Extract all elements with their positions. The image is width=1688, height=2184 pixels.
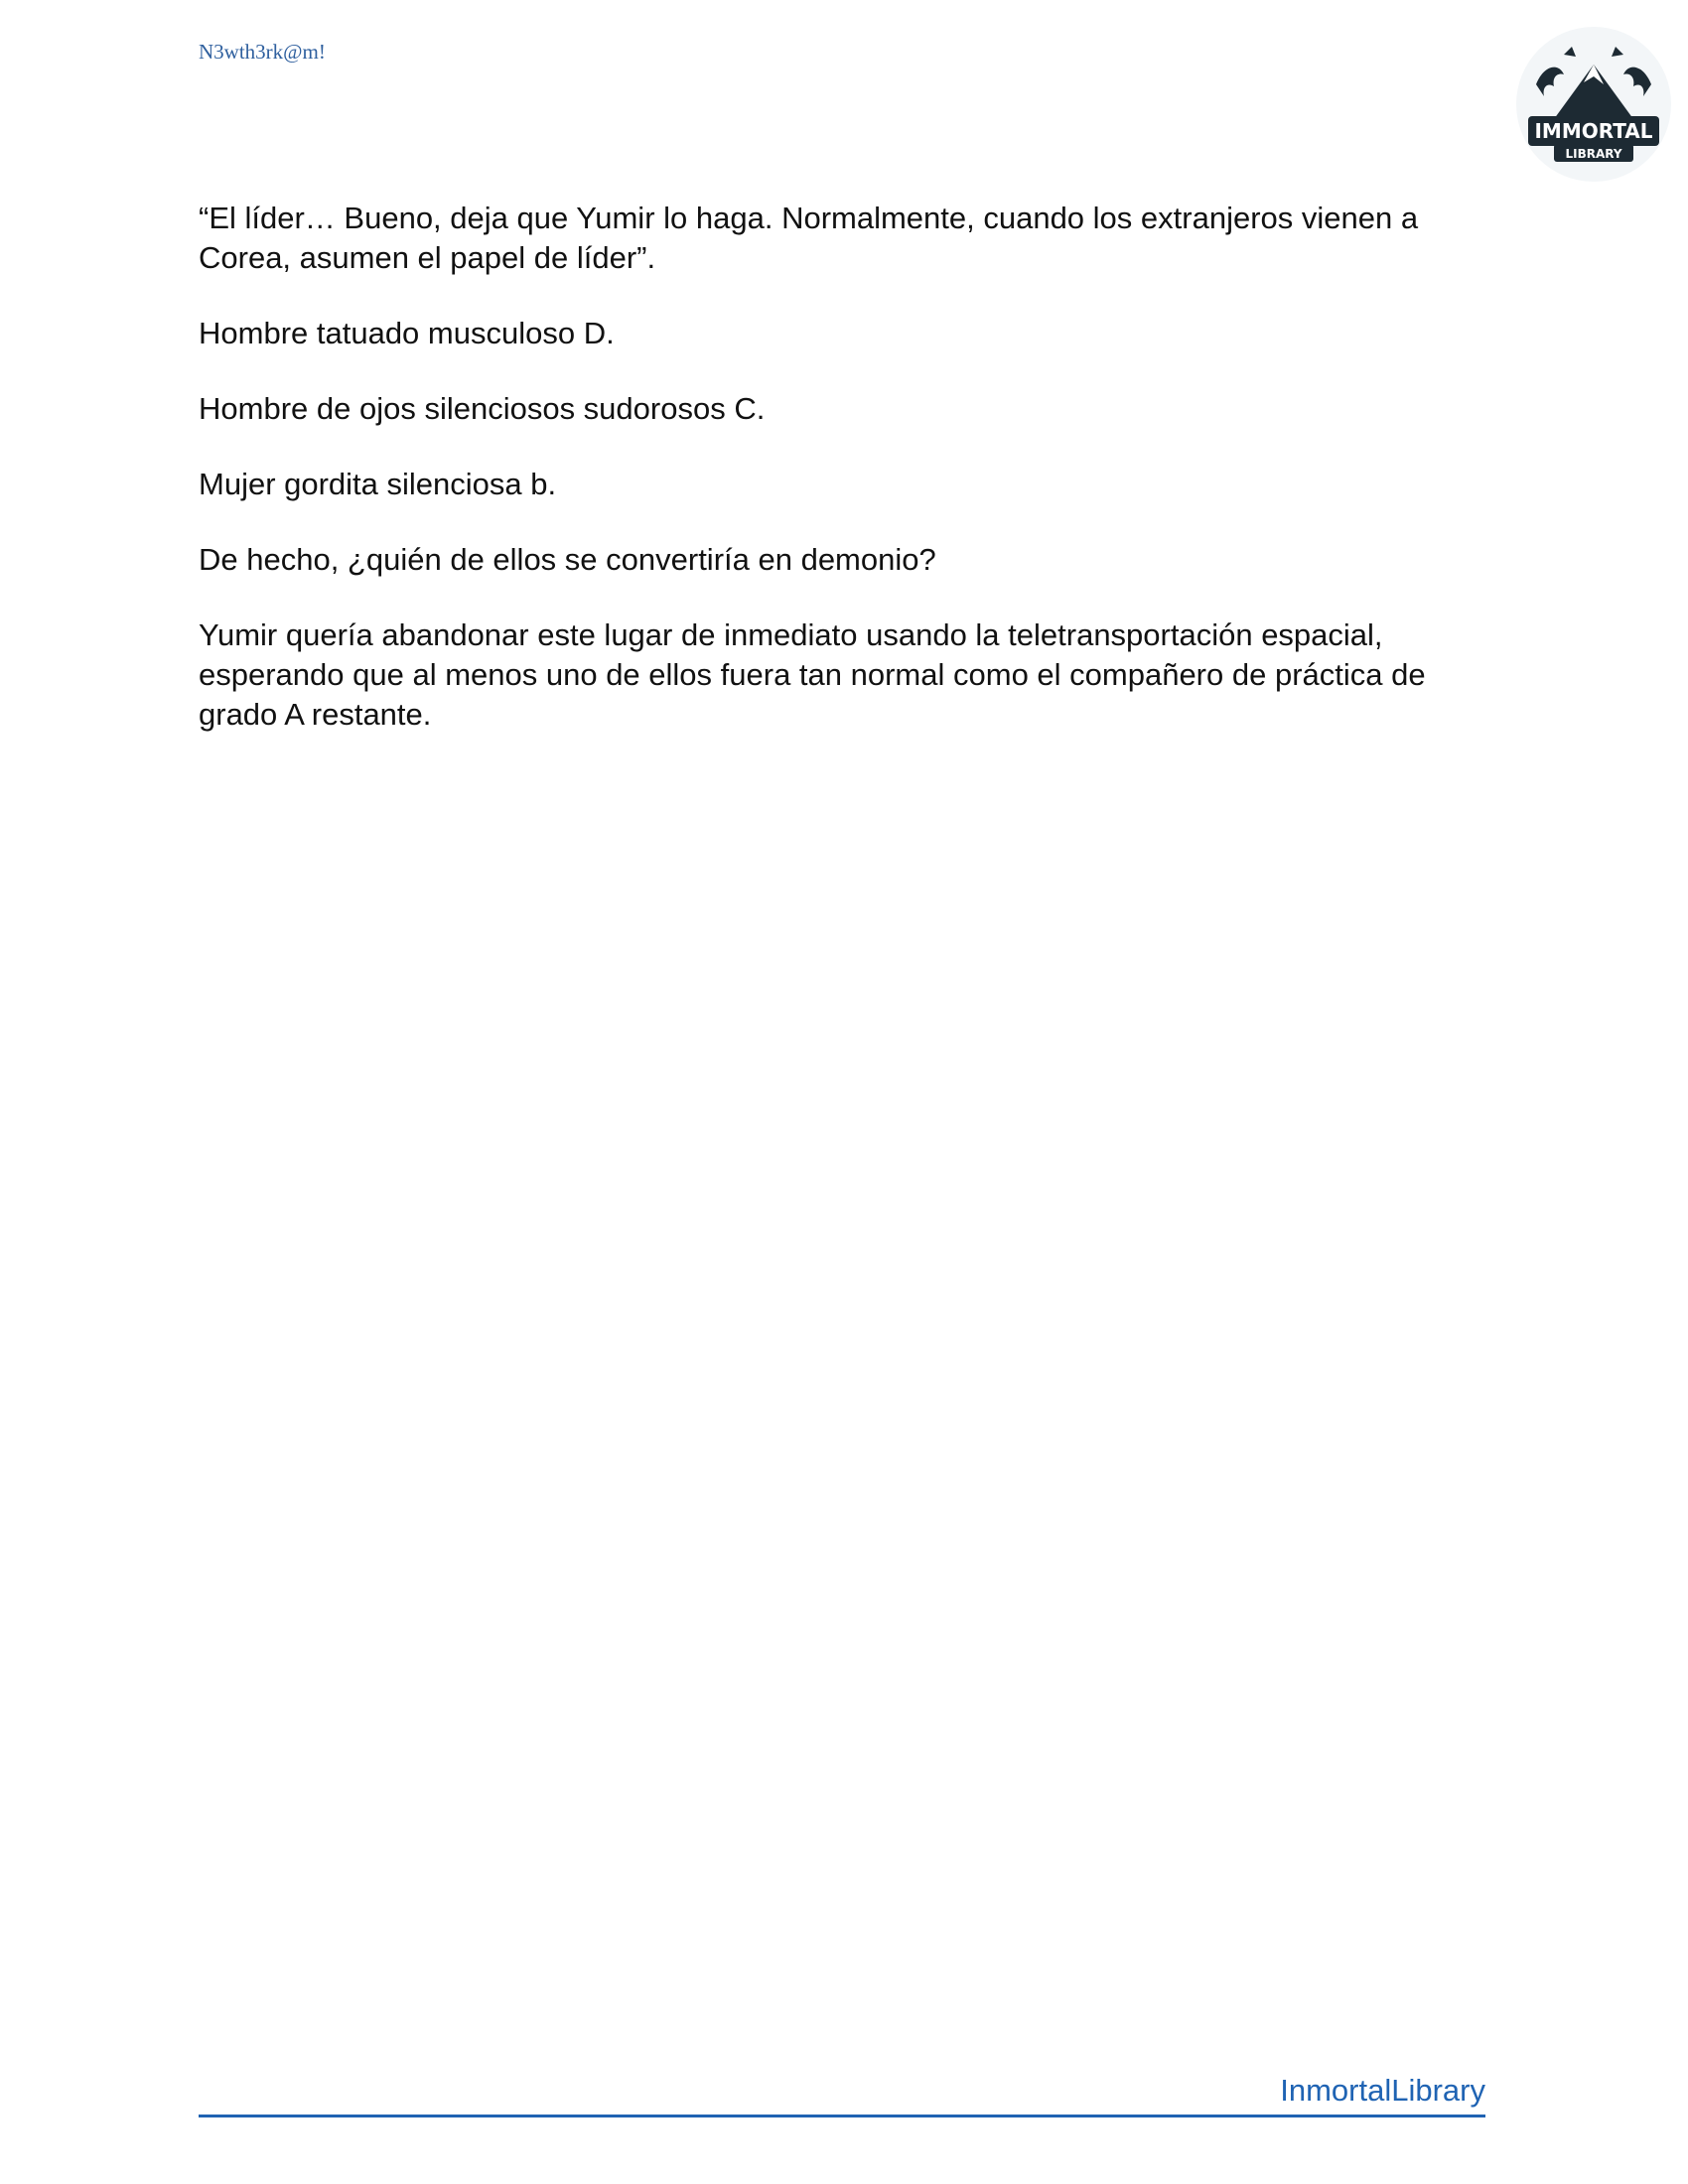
paragraph: Hombre tatuado musculoso D. [199, 316, 615, 350]
paragraph: Yumir quería abandonar este lugar de inmediato usando la teletransportación espacial, esperando que al menos uno de ellos fuera tan normal como el compañero de práctica de grado A restante. [199, 617, 1426, 732]
immortal-library-logo [1514, 25, 1673, 184]
document-body [199, 199, 1489, 770]
logo-text-immortal: IMMORTAL [1534, 119, 1653, 143]
paragraph: Mujer gordita silenciosa b. [199, 467, 557, 501]
logo-emblem [1514, 25, 1673, 184]
footer-divider [199, 2115, 1485, 2117]
logo-text-library: LIBRARY [1565, 147, 1622, 161]
footer-link[interactable]: InmortalLibrary [1280, 2073, 1485, 2108]
paragraph: De hecho, ¿quién de ellos se convertiría en demonio? [199, 542, 936, 577]
paragraph: “El líder… Bueno, deja que Yumir lo haga. Normalmente, cuando los extranjeros vienen a Corea, asumen el papel de líder”. [199, 201, 1419, 275]
paragraph: Hombre de ojos silenciosos sudorosos C. [199, 391, 766, 426]
header-watermark: N3wth3rk@m! [199, 40, 326, 64]
